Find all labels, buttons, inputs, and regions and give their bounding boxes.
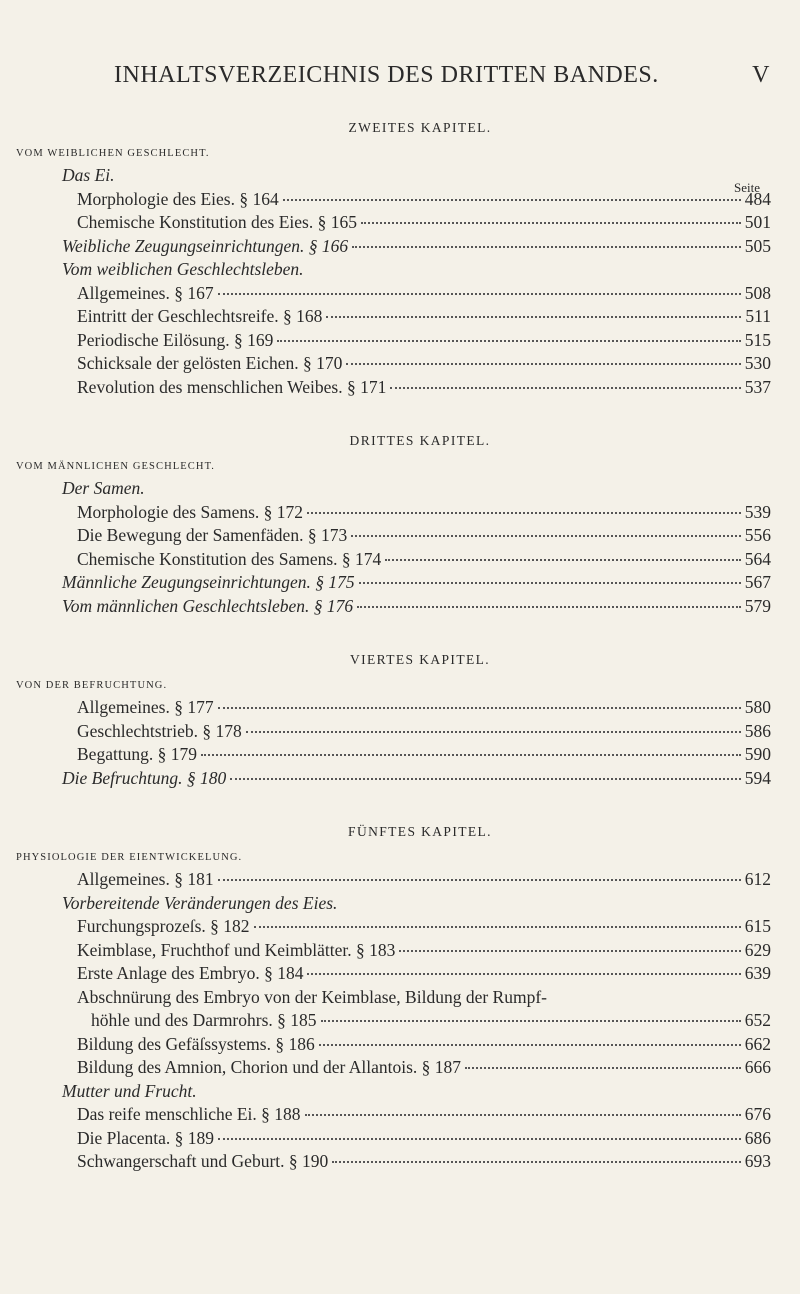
toc-entry[interactable] (77, 1033, 771, 1057)
dot-leader (321, 1020, 741, 1022)
dot-leader (230, 778, 740, 780)
entry-page-number: 666 (744, 1057, 771, 1077)
toc-entry[interactable] (77, 720, 771, 744)
entry-title: Revolution des menschlichen Weibes. § 171 (77, 376, 387, 397)
entry-title: Das reife menschliche Ei. § 188 (77, 1104, 301, 1124)
entry-page-number: 537 (744, 376, 771, 397)
toc-section-entry[interactable] (62, 235, 771, 259)
entry-title: Der Samen. (62, 478, 145, 498)
dot-leader (465, 1067, 741, 1069)
dot-leader (385, 559, 740, 561)
toc-entry[interactable] (77, 329, 771, 353)
toc-section-entry[interactable] (62, 477, 771, 501)
chapter-heading: FÜNFTES KAPITEL. (348, 824, 492, 839)
toc-section-entry[interactable] (62, 164, 771, 188)
chapter-heading: ZWEITES KAPITEL. (348, 120, 492, 135)
entry-page-number: 564 (744, 548, 771, 569)
entry-title: Das Ei. (62, 165, 115, 185)
toc-entry[interactable] (77, 305, 771, 329)
dot-leader (352, 246, 741, 248)
seite-column-label: Seite (734, 180, 760, 195)
dot-leader (254, 926, 741, 928)
dot-leader (361, 222, 741, 224)
dot-leader (218, 293, 741, 295)
toc-section-entry[interactable] (62, 1080, 771, 1104)
dot-leader (283, 199, 741, 201)
dot-leader (319, 1044, 741, 1046)
entry-title: Die Placenta. § 189 (77, 1127, 215, 1148)
dot-leader (332, 1161, 740, 1163)
toc-entry[interactable] (77, 211, 771, 235)
entry-page-number: 612 (744, 869, 771, 889)
entry-title: Weibliche Zeugungseinrichtungen. § 166 (62, 235, 349, 256)
toc-section-entry[interactable] (62, 595, 771, 619)
entry-title: Erste Anlage des Embryo. § 184 (77, 963, 304, 983)
dot-leader (218, 707, 741, 709)
chapter-section (0, 433, 800, 618)
entry-title: Periodische Eilösung. § 169 (77, 329, 274, 350)
section-gap (0, 618, 800, 644)
dot-leader (346, 363, 740, 365)
entry-page-number: 567 (744, 572, 771, 592)
page-number: V (752, 62, 770, 88)
entry-page-number: 579 (744, 595, 771, 616)
entry-title: Chemische Konstitution des Samens. § 174 (77, 548, 382, 569)
section-gap (0, 399, 800, 425)
entry-title: Morphologie des Samens. § 172 (77, 501, 304, 522)
entry-page-number: 580 (744, 697, 771, 717)
entry-title: Die Bewegung der Samenfäden. § 173 (77, 525, 348, 545)
dot-leader (359, 582, 741, 584)
entry-page-number: 484 (744, 188, 771, 209)
entry-page-number: 676 (744, 1104, 771, 1124)
entry-title: Männliche Zeugungseinrichtungen. § 175 (62, 572, 355, 592)
toc-entry[interactable] (77, 548, 771, 572)
entry-title: Allgemeines. § 181 (77, 869, 214, 889)
running-title: INHALTSVERZEICHNIS DES DRITTEN BANDES. (114, 62, 659, 88)
entry-page-number: 615 (744, 916, 771, 936)
entry-page-number: 505 (744, 235, 771, 256)
chapter-subtitle: VOM WEIBLICHEN GESCHLECHT. (16, 148, 210, 159)
chapter-subtitle: VOM MÄNNLICHEN GESCHLECHT. (16, 461, 216, 472)
entry-title: Abschnürung des Embryo von der Keimblase, Bildung der Rumpf- (77, 986, 547, 1007)
entry-title: Bildung des Gefäſssystems. § 186 (77, 1033, 315, 1054)
toc-entry[interactable] (77, 524, 771, 548)
dot-leader (357, 606, 741, 608)
toc-entry[interactable] (77, 1056, 771, 1080)
entry-title: Vom männlichen Geschlechtsleben. § 176 (62, 595, 354, 616)
entry-title: Mutter und Frucht. (62, 1080, 197, 1101)
chapter-heading: VIERTES KAPITEL. (349, 652, 491, 667)
entry-title: Schicksale der gelösten Eichen. § 170 (77, 353, 343, 373)
dot-leader (277, 340, 740, 342)
entry-page-number: 662 (744, 1033, 771, 1054)
section-gap (0, 790, 800, 816)
toc-entry[interactable] (77, 188, 771, 212)
dot-leader (218, 879, 741, 881)
toc-entry[interactable] (77, 743, 771, 767)
dot-leader (218, 1138, 741, 1140)
entry-page-number: 639 (744, 963, 771, 983)
entry-page-number: 686 (744, 1127, 771, 1148)
entry-title: Furchungsprozeſs. § 182 (77, 916, 250, 936)
toc-section-entry[interactable] (62, 767, 771, 791)
dot-leader (351, 535, 741, 537)
toc-entry[interactable] (77, 1103, 771, 1127)
chapter-heading: DRITTES KAPITEL. (349, 433, 491, 448)
toc-entry[interactable] (77, 939, 771, 963)
toc-entry[interactable] (77, 696, 771, 720)
toc-entry[interactable] (77, 1127, 771, 1151)
entry-title: Bildung des Amnion, Chorion und der Allantois. § 187 (77, 1057, 462, 1077)
entry-page-number: 594 (744, 767, 771, 788)
entry-page-number: 511 (745, 306, 771, 326)
toc-entry[interactable] (77, 962, 771, 986)
toc-entry[interactable] (77, 501, 771, 525)
entry-page-number: 652 (744, 1010, 771, 1030)
dot-leader (326, 316, 741, 318)
dot-leader (390, 387, 740, 389)
entry-title: Allgemeines. § 167 (77, 282, 214, 303)
entry-title: Morphologie des Eies. § 164 (77, 188, 279, 209)
toc-entry[interactable] (77, 986, 771, 1033)
entry-title: Vorbereitende Veränderungen des Eies. (62, 892, 338, 913)
entry-page-number: 508 (744, 282, 771, 303)
running-header (0, 62, 800, 92)
entry-page-number: 590 (744, 744, 771, 764)
toc-entry[interactable] (77, 282, 771, 306)
toc-entry[interactable] (77, 915, 771, 939)
entry-page-number: 539 (744, 501, 771, 522)
table-of-contents (0, 112, 800, 1174)
chapter-subtitle: PHYSIOLOGIE DER EIENTWICKELUNG. (16, 852, 243, 863)
toc-section-entry[interactable] (62, 571, 771, 595)
entry-title: höhle und des Darmrohrs. § 185 (91, 1010, 317, 1030)
entry-page-number: 556 (744, 525, 771, 545)
entry-page-number: 586 (744, 720, 771, 741)
toc-entry[interactable] (77, 376, 771, 400)
entry-title: Allgemeines. § 177 (77, 697, 214, 717)
dot-leader (201, 754, 741, 756)
dot-leader (307, 973, 740, 975)
dot-leader (246, 731, 741, 733)
chapter-subtitle: VON DER BEFRUCHTUNG. (16, 680, 168, 691)
dot-leader (307, 512, 741, 514)
entry-page-number: 515 (744, 329, 771, 350)
toc-section-entry[interactable] (62, 258, 771, 282)
chapter-section (0, 824, 800, 1174)
entry-title: Schwangerschaft und Geburt. § 190 (77, 1151, 329, 1171)
entry-title: Eintritt der Geschlechtsreife. § 168 (77, 306, 323, 326)
entry-title: Geschlechtstrieb. § 178 (77, 720, 242, 741)
entry-title: Chemische Konstitution des Eies. § 165 (77, 212, 357, 232)
toc-entry[interactable] (77, 868, 771, 892)
entry-page-number: 629 (744, 939, 771, 960)
toc-entry[interactable] (77, 1150, 771, 1174)
chapter-section (0, 120, 800, 399)
entry-title: Vom weiblichen Geschlechtsleben. (62, 259, 304, 279)
toc-entry[interactable] (77, 352, 771, 376)
entry-page-number: 693 (744, 1151, 771, 1171)
dot-leader (305, 1114, 741, 1116)
entry-title: Begattung. § 179 (77, 744, 198, 764)
entry-title: Keimblase, Fruchthof und Keimblätter. § 183 (77, 939, 396, 960)
entry-title: Die Befruchtung. § 180 (62, 767, 227, 788)
toc-section-entry[interactable] (62, 892, 771, 916)
entry-page-number: 501 (744, 212, 771, 232)
entry-page-number: 530 (744, 353, 771, 373)
dot-leader (399, 950, 740, 952)
chapter-section (0, 652, 800, 790)
